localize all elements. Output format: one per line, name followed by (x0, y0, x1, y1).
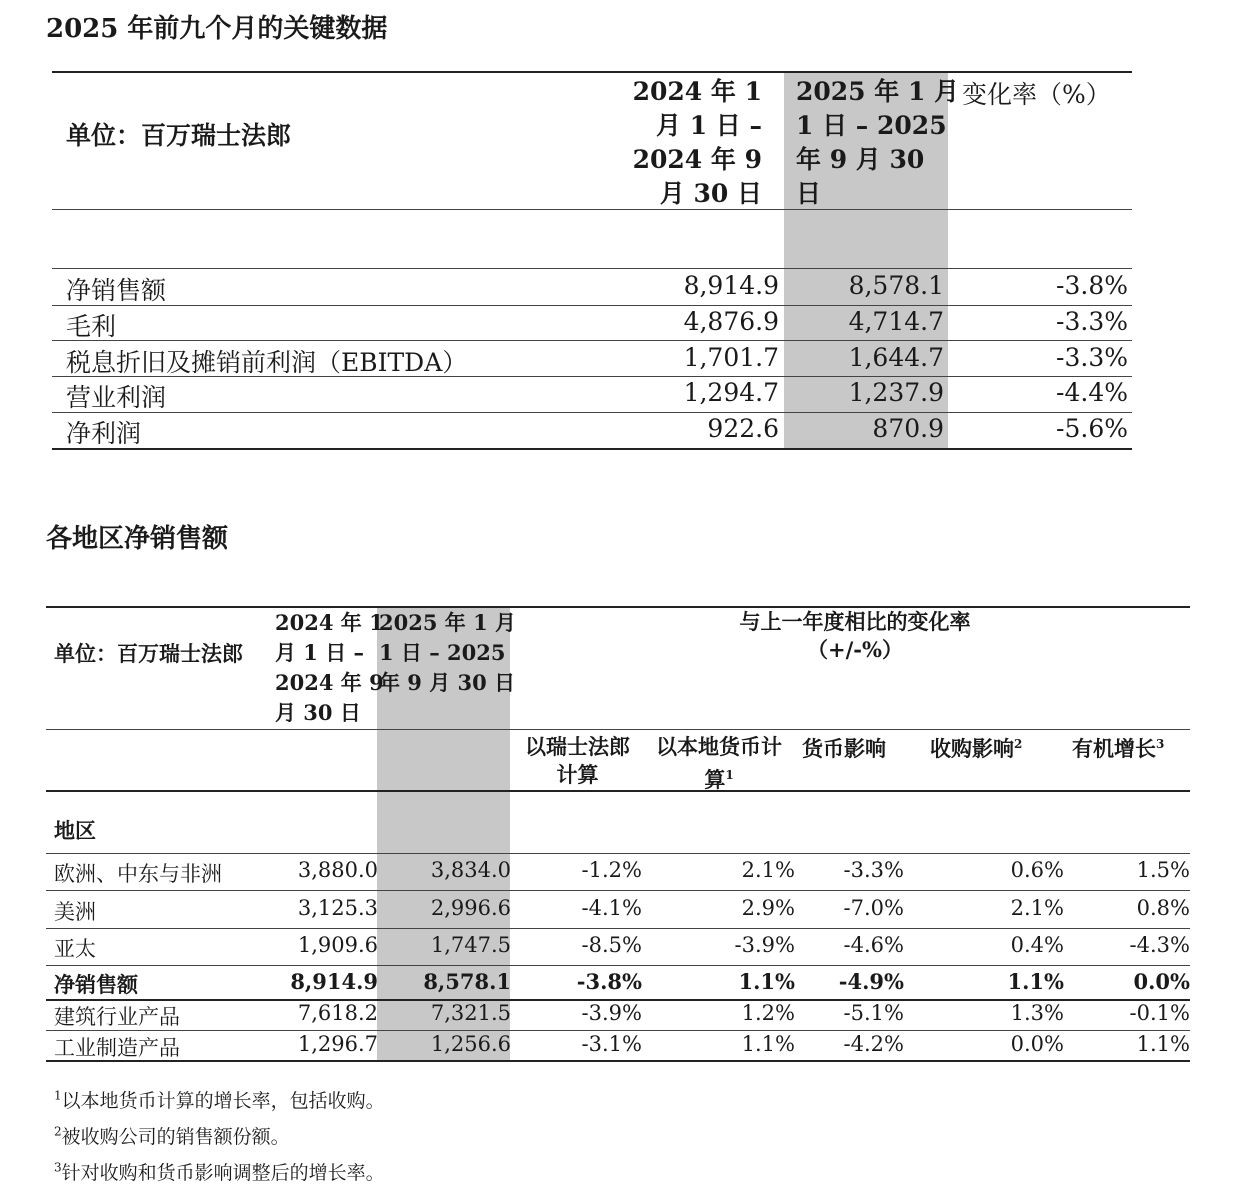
prev-period-header-2 (275, 608, 384, 728)
acq-impact: 2.1% (1010, 896, 1064, 920)
fx-impact: -5.1% (843, 1001, 904, 1025)
row-rule (52, 305, 1132, 306)
footnote (54, 1122, 290, 1149)
row-rule (46, 890, 1190, 891)
curr-period-line: 2025 年 1 月 (379, 610, 516, 635)
row-label: 净利润 (66, 419, 142, 448)
acq-impact: 0.4% (1010, 933, 1064, 957)
local-change: -3.9% (734, 933, 795, 957)
row-rule (46, 965, 1190, 966)
table1-top-rule (52, 71, 1132, 73)
chf-change: -4.1% (581, 896, 642, 920)
prev-value: 8,914.9 (290, 969, 378, 994)
footnote (54, 1086, 385, 1113)
footnote (54, 1158, 385, 1185)
curr-period-line: 日 (796, 179, 822, 208)
acq-impact: 0.0% (1010, 1032, 1064, 1056)
change-value: -4.4% (1056, 378, 1128, 407)
fx-impact: -4.6% (843, 933, 904, 957)
organic-growth: 1.5% (1136, 858, 1190, 882)
curr-value: 8,578.1 (423, 969, 511, 994)
footnote-text: 被收购公司的销售额份额。 (61, 1126, 290, 1148)
prev-period-line: 2024 年 1 (632, 77, 762, 106)
row-rule (52, 412, 1132, 413)
chf-change: -3.9% (581, 1001, 642, 1025)
sub-header-fx: 货币影响 (802, 736, 886, 761)
prev-value: 3,880.0 (297, 858, 378, 882)
curr-value: 1,644.7 (848, 343, 944, 372)
row-label: 亚太 (54, 937, 96, 961)
row-label: 营业利润 (66, 383, 167, 412)
sub-header-acq (930, 733, 1022, 763)
unit-label: 单位：百万瑞士法郎 (66, 121, 292, 150)
change-value: -3.3% (1056, 343, 1128, 372)
prev-value: 3,125.3 (297, 896, 378, 920)
change-group-line: （+/-%） (807, 637, 903, 662)
organic-growth: 0.8% (1136, 896, 1190, 920)
footnote-ref: 3 (1156, 737, 1165, 751)
prev-period-line: 2024 年 9 (275, 670, 384, 695)
footnote-ref: 1 (725, 768, 734, 782)
sub-header-line: 以本地货币计 (656, 734, 782, 759)
local-change: 1.2% (741, 1001, 795, 1025)
row-rule (52, 376, 1132, 377)
curr-value: 1,256.6 (430, 1032, 511, 1056)
curr-period-line: 年 9 月 30 (796, 145, 925, 174)
acq-impact: 0.6% (1010, 858, 1064, 882)
prev-period-line: 2024 年 1 (275, 610, 384, 635)
curr-value: 870.9 (872, 414, 944, 443)
footnote-number: 1 (54, 1088, 62, 1103)
footnote-number: 3 (54, 1160, 62, 1175)
regional-sales-title: 各地区净销售额 (46, 524, 229, 554)
row-label: 建筑行业产品 (54, 1005, 180, 1029)
chf-change: -3.1% (581, 1032, 642, 1056)
row-rule (52, 340, 1132, 341)
fx-impact: -4.9% (838, 969, 904, 994)
prev-value: 1,909.6 (297, 933, 378, 957)
row-rule (46, 928, 1190, 929)
region-label: 地区 (54, 818, 96, 843)
sub-header-line: 收购影响 (930, 736, 1014, 761)
organic-growth: 0.0% (1133, 969, 1190, 994)
prev-value: 7,618.2 (297, 1001, 378, 1025)
sub-header-chf (515, 733, 640, 789)
change-group-line: 与上一年度相比的变化率 (739, 609, 971, 634)
chf-change: -1.2% (581, 858, 642, 882)
change-value: -3.3% (1056, 307, 1128, 336)
table2-bottom-rule (46, 1060, 1190, 1062)
header-rule-2 (46, 729, 1190, 730)
row-label: 税息折旧及摊销前利润（EBITDA） (66, 348, 468, 377)
prev-period-line: 月 30 日 (659, 179, 762, 208)
footnote-text: 以本地货币计算的增长率，包括收购。 (61, 1090, 385, 1112)
table1-bottom-rule (52, 448, 1132, 450)
local-change: 2.9% (741, 896, 795, 920)
prev-period-line: 2024 年 9 (632, 145, 762, 174)
sub-header-local (648, 733, 790, 794)
curr-value: 2,996.6 (430, 896, 511, 920)
organic-growth: -4.3% (1129, 933, 1190, 957)
row-label: 工业制造产品 (54, 1036, 180, 1060)
footnote-number: 2 (54, 1124, 62, 1139)
header-rule (52, 209, 1132, 210)
sub-header-line: 计算 (556, 762, 599, 787)
chf-change: -8.5% (581, 933, 642, 957)
prev-value: 4,876.9 (683, 307, 779, 336)
change-value: -3.8% (1056, 271, 1128, 300)
body-top-rule (52, 268, 1132, 269)
fx-impact: -3.3% (843, 858, 904, 882)
row-label: 美洲 (54, 900, 96, 924)
subheader-rule (46, 790, 1190, 792)
prev-value: 1,294.7 (683, 378, 779, 407)
prev-value: 1,701.7 (683, 343, 779, 372)
chf-change: -3.8% (576, 969, 642, 994)
row-label: 净销售额 (54, 972, 138, 997)
curr-period-header (796, 75, 959, 211)
curr-value: 7,321.5 (430, 1001, 511, 1025)
sub-header-line: 有机增长 (1072, 736, 1156, 761)
curr-period-line: 2025 年 1 月 (796, 77, 960, 106)
prev-period-line: 月 30 日 (275, 700, 361, 725)
acq-impact: 1.1% (1007, 969, 1064, 994)
prev-value: 922.6 (707, 414, 779, 443)
curr-period-line: 1 日 – 2025 (379, 640, 506, 665)
sub-header-line: 算 (704, 767, 726, 792)
row-label: 净销售额 (66, 276, 167, 305)
curr-value: 3,834.0 (430, 858, 511, 882)
change-group-header (650, 608, 1060, 664)
change-header: 变化率（%） (962, 80, 1111, 109)
row-rule (46, 1030, 1190, 1031)
curr-period-header-2 (379, 608, 516, 698)
footnote-ref: 2 (1014, 737, 1023, 751)
local-change: 2.1% (741, 858, 795, 882)
footnote-text: 针对收购和货币影响调整后的增长率。 (61, 1162, 385, 1184)
prev-value: 1,296.7 (297, 1032, 378, 1056)
prev-value: 8,914.9 (683, 271, 779, 300)
organic-growth: 1.1% (1136, 1032, 1190, 1056)
key-data-title: 2025 年前九个月的关键数据 (46, 14, 388, 44)
curr-value: 1,237.9 (848, 378, 944, 407)
prev-period-line: 月 1 日 – (275, 640, 365, 665)
curr-value: 4,714.7 (848, 307, 944, 336)
change-value: -5.6% (1056, 414, 1128, 443)
prev-period-header (633, 75, 762, 211)
organic-growth: -0.1% (1129, 1001, 1190, 1025)
acq-impact: 1.3% (1010, 1001, 1064, 1025)
prev-period-line: 月 1 日 – (655, 111, 762, 140)
fx-impact: -7.0% (843, 896, 904, 920)
local-change: 1.1% (738, 969, 795, 994)
sub-header-org (1072, 733, 1164, 763)
sub-header-line: 以瑞士法郎 (525, 734, 630, 759)
curr-value: 8,578.1 (848, 271, 944, 300)
fx-impact: -4.2% (843, 1032, 904, 1056)
unit-label-2: 单位：百万瑞士法郎 (54, 641, 243, 666)
curr-period-line: 年 9 月 30 日 (379, 670, 516, 695)
curr-period-line: 1 日 – 2025 (796, 111, 947, 140)
row-label: 欧洲、中东与非洲 (54, 862, 222, 886)
row-label: 毛利 (66, 312, 117, 341)
region-rule (46, 853, 1190, 854)
local-change: 1.1% (741, 1032, 795, 1056)
curr-value: 1,747.5 (430, 933, 511, 957)
